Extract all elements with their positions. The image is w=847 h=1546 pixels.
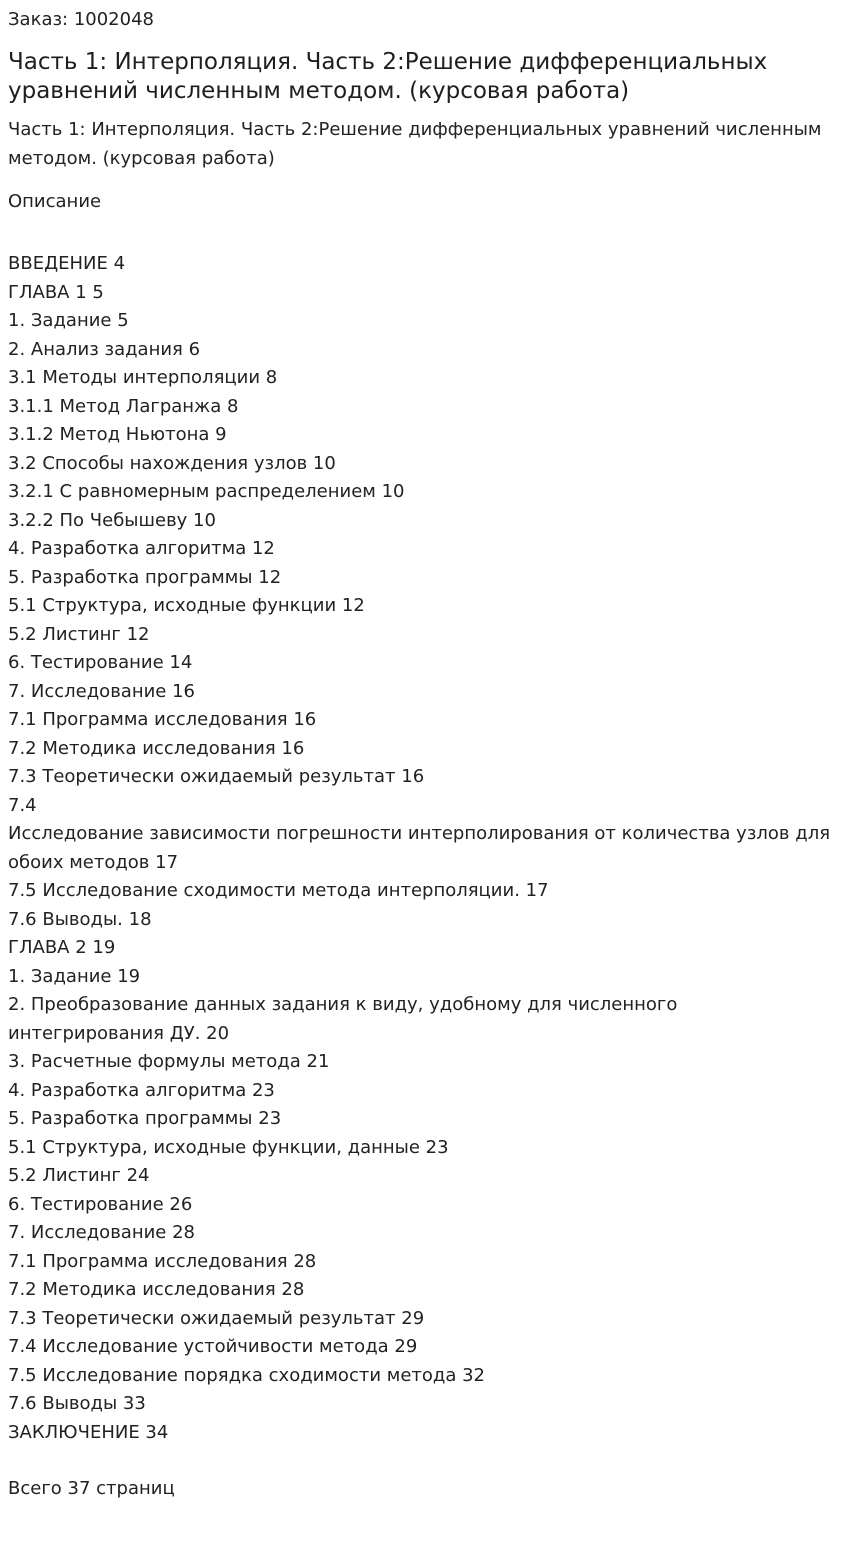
toc-item: 2. Анализ задания 6 bbox=[8, 338, 201, 360]
toc-item: 1. Задание 5 bbox=[8, 310, 129, 331]
toc-item: 3.2.2 По Чебышеву 10 bbox=[8, 509, 216, 531]
toc-item: 6. Тестирование 26 bbox=[8, 1193, 193, 1215]
toc-item: 5. Разработка программы 23 bbox=[8, 1108, 282, 1129]
toc-item: 7.2 Методика исследования 16 bbox=[8, 737, 305, 759]
description-label: Описание bbox=[8, 191, 102, 212]
toc-item: 3.1.2 Метод Ньютона 9 bbox=[8, 424, 227, 445]
toc-item: 7. Исследование 16 bbox=[8, 680, 195, 702]
page-subtitle: Часть 1: Интерполяция. Часть 2:Решение дифференциальных уравнений численным методом. (курсовая работа) bbox=[8, 119, 822, 169]
toc-item: ГЛАВА 2 19 bbox=[8, 937, 116, 958]
toc-item: 7.1 Программа исследования 28 bbox=[8, 1250, 317, 1272]
toc-item: 3. Расчетные формулы метода 21 bbox=[8, 1051, 330, 1072]
toc-item: 7.6 Выводы 33 bbox=[8, 1393, 146, 1414]
toc-item: 3.1 Методы интерполяции 8 bbox=[8, 367, 278, 388]
total-pages: Всего 37 страниц bbox=[8, 1478, 175, 1499]
toc-item: 7.4 bbox=[8, 794, 37, 816]
toc-item: 5. Разработка программы 12 bbox=[8, 566, 282, 588]
order-number: Заказ: 1002048 bbox=[8, 9, 154, 30]
toc-item: ЗАКЛЮЧЕНИЕ 34 bbox=[8, 1421, 169, 1443]
toc-item: 3.1.1 Метод Лагранжа 8 bbox=[8, 395, 239, 417]
page-title: Часть 1: Интерполяция. Часть 2:Решение дифференциальных уравнений численным методом. (курсовая работа) bbox=[8, 49, 768, 104]
toc-item: 5.1 Структура, исходные функции, данные 23 bbox=[8, 1136, 449, 1158]
toc-item: 1. Задание 19 bbox=[8, 965, 141, 987]
toc-item: 7.5 Исследование сходимости метода интерполяции. 17 bbox=[8, 880, 549, 901]
toc-item: 5.2 Листинг 24 bbox=[8, 1165, 150, 1186]
toc-item: 3.2 Способы нахождения узлов 10 bbox=[8, 452, 336, 474]
document-page bbox=[0, 9, 847, 1504]
table-of-contents bbox=[8, 250, 839, 1447]
toc-item: 7.3 Теоретически ожидаемый результат 16 bbox=[8, 766, 425, 787]
toc-item: 7.6 Выводы. 18 bbox=[8, 908, 152, 930]
toc-item: 5.2 Листинг 12 bbox=[8, 623, 150, 645]
toc-item: 4. Разработка алгоритма 12 bbox=[8, 538, 275, 559]
toc-item: Исследование зависимости погрешности интерполирования от количества узлов для обоих методов 17 bbox=[8, 823, 831, 873]
toc-item: 7.3 Теоретически ожидаемый результат 29 bbox=[8, 1307, 425, 1329]
toc-item: 7. Исследование 28 bbox=[8, 1222, 195, 1243]
toc-item: 5.1 Структура, исходные функции 12 bbox=[8, 595, 365, 616]
toc-item: 4. Разработка алгоритма 23 bbox=[8, 1079, 275, 1101]
toc-item: 7.2 Методика исследования 28 bbox=[8, 1279, 305, 1300]
toc-item: 7.4 Исследование устойчивости метода 29 bbox=[8, 1336, 418, 1357]
toc-item: 2. Преобразование данных задания к виду, удобному для численного интегрирования ДУ. 20 bbox=[8, 994, 678, 1044]
toc-item: 7.5 Исследование порядка сходимости метода 32 bbox=[8, 1364, 485, 1386]
toc-item: ГЛАВА 1 5 bbox=[8, 281, 104, 303]
toc-item: 6. Тестирование 14 bbox=[8, 652, 193, 673]
toc-item: 7.1 Программа исследования 16 bbox=[8, 709, 317, 730]
toc-item: 3.2.1 С равномерным распределением 10 bbox=[8, 481, 405, 502]
toc-item: ВВЕДЕНИЕ 4 bbox=[8, 253, 126, 274]
